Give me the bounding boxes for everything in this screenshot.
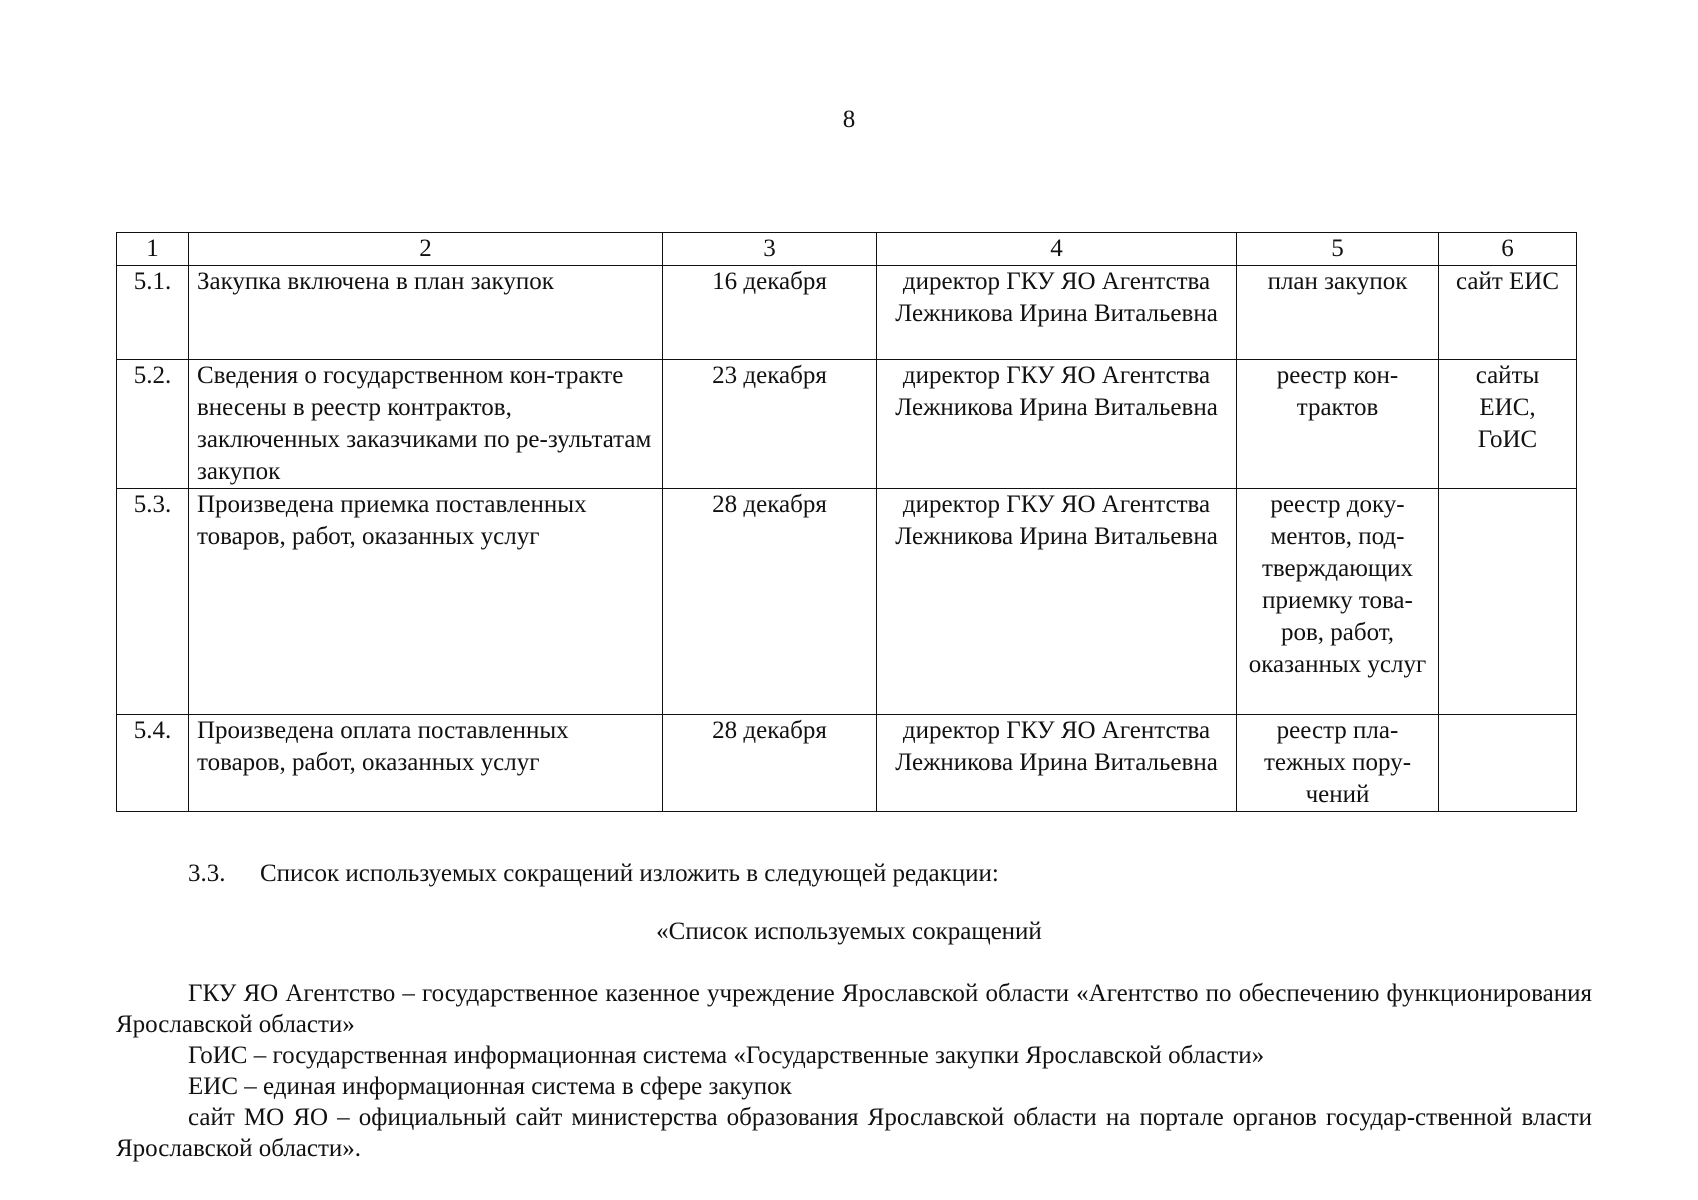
date-cell: 23 декабря [663, 360, 877, 489]
column-header: 3 [663, 233, 877, 266]
column-header: 5 [1237, 233, 1439, 266]
responsible-cell: директор ГКУ ЯО Агентства Лежникова Ирина Витальевна [877, 266, 1237, 360]
section-heading [188, 860, 999, 888]
page-number: 8 [842, 106, 856, 133]
row-number: 5.3. [117, 489, 189, 715]
event-cell: Произведена оплата поставленных товаров, работ, оказанных услуг [189, 715, 663, 812]
source-cell: сайт ЕИС [1439, 266, 1577, 360]
table-row [117, 489, 1577, 715]
responsible-cell: директор ГКУ ЯО Агентства Лежникова Ирина Витальевна [877, 715, 1237, 812]
column-header: 1 [117, 233, 189, 266]
column-header: 4 [877, 233, 1237, 266]
responsible-cell: директор ГКУ ЯО Агентства Лежникова Ирина Витальевна [877, 489, 1237, 715]
abbreviation-item: ГоИС – государственная информационная система «Государственные закупки Ярославской области» [188, 1042, 1265, 1069]
event-cell: Сведения о государственном кон-тракте внесены в реестр контрактов, заключенных заказчиками по ре-зультатам закупок [189, 360, 663, 489]
section-text: Список используемых сокращений изложить в следующей редакции: [260, 860, 999, 887]
source-cell: сайты ЕИС, ГоИС [1439, 360, 1577, 489]
abbreviations-list [116, 978, 1592, 1164]
column-header: 2 [189, 233, 663, 266]
abbreviations-title: «Список используемых сокращений [656, 918, 1042, 945]
document-cell: реестр доку-ментов, под-тверждающих приемку това-ров, работ, оказанных услуг [1237, 489, 1439, 715]
row-number: 5.4. [117, 715, 189, 812]
source-cell [1439, 715, 1577, 812]
document-cell: реестр кон-трактов [1237, 360, 1439, 489]
date-cell: 28 декабря [663, 715, 877, 812]
responsible-cell: директор ГКУ ЯО Агентства Лежникова Ирина Витальевна [877, 360, 1237, 489]
event-cell: Закупка включена в план закупок [189, 266, 663, 360]
document-cell: реестр пла-тежных пору-чений [1237, 715, 1439, 812]
abbreviation-item: ГКУ ЯО Агентство – государственное казенное учреждение Ярославской области «Агентство по обеспечению функционирования Ярославской области» [116, 980, 1592, 1038]
column-header: 6 [1439, 233, 1577, 266]
section-number: 3.3. [188, 860, 226, 887]
abbreviation-item: сайт МО ЯО – официальный сайт министерства образования Ярославской области на портале органов государ-ственной власти Ярославской области». [116, 1104, 1592, 1162]
table-row [117, 715, 1577, 812]
document-cell: план закупок [1237, 266, 1439, 360]
table-header-row [117, 233, 1577, 266]
row-number: 5.1. [117, 266, 189, 360]
table-row [117, 360, 1577, 489]
date-cell: 16 декабря [663, 266, 877, 360]
table-row [117, 266, 1577, 360]
event-cell: Произведена приемка поставленных товаров, работ, оказанных услуг [189, 489, 663, 715]
source-cell [1439, 489, 1577, 715]
abbreviation-item: ЕИС – единая информационная система в сфере закупок [188, 1073, 792, 1100]
procurement-schedule-table [116, 232, 1577, 812]
date-cell: 28 декабря [663, 489, 877, 715]
row-number: 5.2. [117, 360, 189, 489]
